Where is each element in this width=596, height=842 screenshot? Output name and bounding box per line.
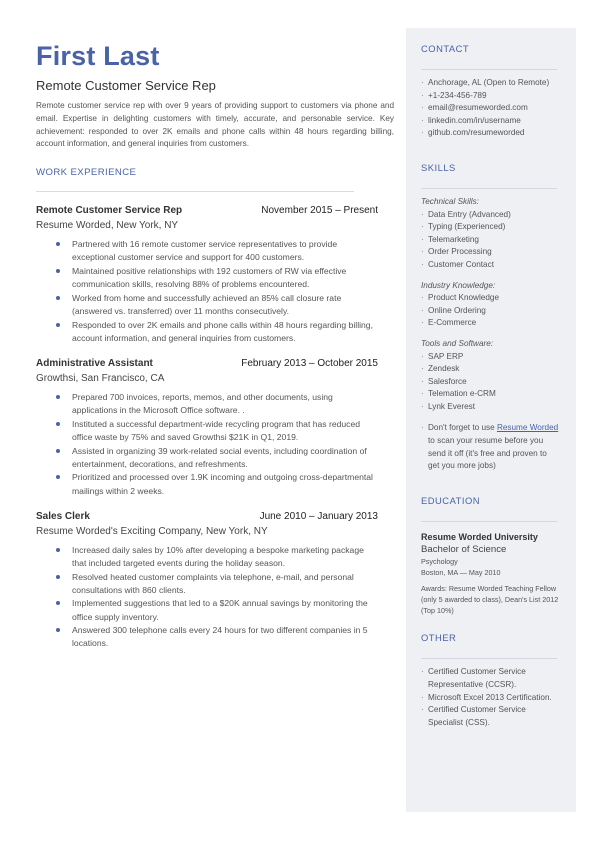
- bullet-text: Resolved heated customer complaints via telephone, e-mail, and personal consultations with 860 clients.: [72, 571, 354, 595]
- contact-phone[interactable]: · +1-234-456-789: [421, 90, 560, 103]
- technical-skills-list: [421, 209, 560, 272]
- bullet-dot-icon: [56, 395, 60, 399]
- bullet-dot-icon: [56, 296, 60, 300]
- bullet-text: Prepared 700 invoices, reports, memos, and other documents, using applications in the Microsoft Office software. .: [72, 391, 333, 416]
- field-of-study: Psychology: [421, 556, 458, 566]
- skill-item: · Telemation e-CRM: [421, 388, 560, 401]
- job-bullets: [56, 238, 378, 345]
- bullet-text: Prioritized and processed over 1.9K incoming and outgoing cross-departmental mailings within 2 weeks.: [72, 472, 373, 496]
- bullet-text: Instituted a successful department-wide recycling program that has reduced office waste by 75% and saved Growthsi $21K in Q1, 2019.: [72, 418, 361, 442]
- bullet-dot-icon: [56, 601, 60, 605]
- skill-item: · Salesforce: [421, 376, 560, 389]
- bullet-item: [56, 624, 378, 650]
- bullet-text: Worked from home and successfully achieved an 85% call closure rate (answered vs. transferred) over 11 months consecutively.: [72, 292, 342, 316]
- candidate-name: First Last: [36, 41, 160, 71]
- work-experience-heading: WORK EXPERIENCE: [36, 167, 137, 179]
- job-dates: June 2010 – January 2013: [259, 510, 378, 522]
- bullet-item: [56, 571, 378, 597]
- bullet-item: [56, 265, 378, 291]
- tools-software-list: [421, 351, 560, 414]
- skill-item: · Product Knowledge: [421, 292, 560, 305]
- job-list: [36, 204, 394, 650]
- job-title: Remote Customer Service Rep: [36, 205, 183, 217]
- job-company: Resume Worded's Exciting Company, New York, NY: [36, 525, 268, 537]
- education-location-dates: Boston, MA — May 2010: [421, 567, 501, 577]
- job-company: Growthsi, San Francisco, CA: [36, 372, 165, 384]
- section-divider: [421, 188, 557, 189]
- bullet-dot-icon: [56, 548, 60, 552]
- bullet-item: [56, 597, 378, 623]
- skill-item: · Telemarketing: [421, 234, 560, 247]
- skill-item: · Online Ordering: [421, 305, 560, 318]
- skill-item: · Data Entry (Advanced): [421, 209, 560, 222]
- skill-item: · Customer Contact: [421, 259, 560, 272]
- sidebar: [406, 28, 576, 812]
- bullet-dot-icon: [56, 449, 60, 453]
- certification-item: · Microsoft Excel 2013 Certification.: [421, 692, 560, 705]
- bullet-item: [56, 445, 378, 471]
- technical-skills-label: Technical Skills:: [421, 196, 479, 206]
- bullet-text: Maintained positive relationships with 192 customers of RW via effective communication skills, resolving 88% of problems encountered.: [72, 265, 347, 290]
- main-column: [36, 40, 394, 651]
- job-company: Resume Worded, New York, NY: [36, 220, 179, 232]
- job-entry: [36, 204, 394, 345]
- summary: Remote customer service rep with over 9 years of providing support to customers via phone and email. Expertise in delighting customers with timely, accurate, and personable service. Key achievement: responded to over 2K emails and phone calls within 48 hours regarding billing, account information, and general inquiries from customers.: [36, 101, 394, 149]
- certification-item: · Certified Customer Service Representative (CCSR).: [421, 666, 560, 691]
- bullet-dot-icon: [56, 475, 60, 479]
- contact-heading: CONTACT: [421, 43, 470, 54]
- education-awards: Awards: Resume Worded Teaching Fellow (only 5 awarded to class), Dean's List 2012 (Top 10%): [421, 583, 559, 616]
- skill-item: · Order Processing: [421, 246, 560, 259]
- job-bullets: [56, 391, 378, 498]
- bullet-item: [56, 319, 378, 345]
- job-entry: [36, 357, 394, 498]
- education-heading: EDUCATION: [421, 494, 481, 506]
- bullet-item: [56, 418, 378, 444]
- bullet-dot-icon: [56, 422, 60, 426]
- bullet-text: Implemented suggestions that led to a $20K annual savings by monitoring the office supply inventory.: [72, 598, 368, 622]
- contact-github[interactable]: · github.com/resumeworded: [421, 127, 560, 140]
- bullet-item: [56, 471, 378, 497]
- bullet-dot-icon: [56, 628, 60, 632]
- section-divider: [421, 658, 557, 659]
- job-entry: [36, 510, 394, 651]
- section-divider: [421, 69, 557, 70]
- section-divider: [36, 191, 354, 192]
- skills-heading: SKILLS: [421, 161, 456, 173]
- bullet-item: [56, 544, 378, 570]
- other-heading: OTHER: [421, 632, 457, 644]
- tip-text-before: Don't forget to use: [428, 423, 497, 433]
- job-dates: February 2013 – October 2015: [241, 357, 378, 369]
- school-name: Resume Worded University: [421, 531, 538, 542]
- resume-worded-link[interactable]: Resume Worded: [496, 423, 559, 433]
- certification-item: · Certified Customer Service Specialist (CSS).: [421, 704, 560, 729]
- skill-item: · SAP ERP: [421, 351, 560, 364]
- bullet-item: [56, 292, 378, 318]
- skill-item: · Zendesk: [421, 363, 560, 376]
- tools-software-label: Tools and Software:: [421, 338, 494, 348]
- sidebar-content: [406, 28, 576, 729]
- resume-tip: [421, 422, 560, 472]
- job-bullets: [56, 544, 378, 651]
- contact-linkedin[interactable]: · linkedin.com/in/username: [421, 115, 560, 128]
- job-header: [36, 357, 378, 370]
- bullet-dot-icon: [56, 269, 60, 273]
- other-list: [421, 666, 560, 729]
- industry-knowledge-list: [421, 292, 560, 330]
- job-header: [36, 510, 378, 523]
- contact-location: · Anchorage, AL (Open to Remote): [421, 77, 560, 90]
- bullet-dot-icon: [56, 242, 60, 246]
- bullet-text: Assisted in organizing 39 work-related social events, including coordination of entertainment, decorations, and refreshments.: [72, 445, 367, 469]
- bullet-text: Answered 300 telephone calls every 24 hours for two different companies in 5 locations.: [72, 625, 368, 649]
- job-dates: November 2015 – Present: [261, 205, 378, 217]
- skill-item: · Lynk Everest: [421, 401, 560, 414]
- job-title: Sales Clerk: [36, 510, 90, 522]
- contact-email[interactable]: · email@resumeworded.com: [421, 102, 560, 115]
- industry-knowledge-label: Industry Knowledge:: [421, 280, 496, 290]
- bullet-text: Increased daily sales by 10% after developing a bespoke marketing package that included targeted events during the holiday season.: [72, 544, 364, 568]
- headline: Remote Customer Service Rep: [36, 78, 216, 93]
- bullet-dot-icon: [56, 323, 60, 327]
- bullet-item: [56, 391, 378, 417]
- degree: Bachelor of Science: [421, 543, 507, 555]
- skill-item: · E-Commerce: [421, 317, 560, 330]
- contact-list: [421, 77, 560, 140]
- bullet-item: [56, 238, 378, 264]
- job-title: Administrative Assistant: [36, 357, 153, 369]
- skill-item: · Typing (Experienced): [421, 221, 560, 234]
- bullet-text: Responded to over 2K emails and phone calls within 48 hours regarding billing, account information, and general inquiries from customers.: [72, 319, 373, 343]
- section-divider: [421, 521, 557, 522]
- job-header: [36, 204, 378, 217]
- tip-text-after: to scan your resume before you send it off (it's free and proven to get you more jobs): [428, 436, 547, 471]
- bullet-dot-icon: [56, 575, 60, 579]
- bullet-text: Partnered with 16 remote customer service representatives to provide exceptional customer service and support for 400 customers.: [72, 239, 338, 263]
